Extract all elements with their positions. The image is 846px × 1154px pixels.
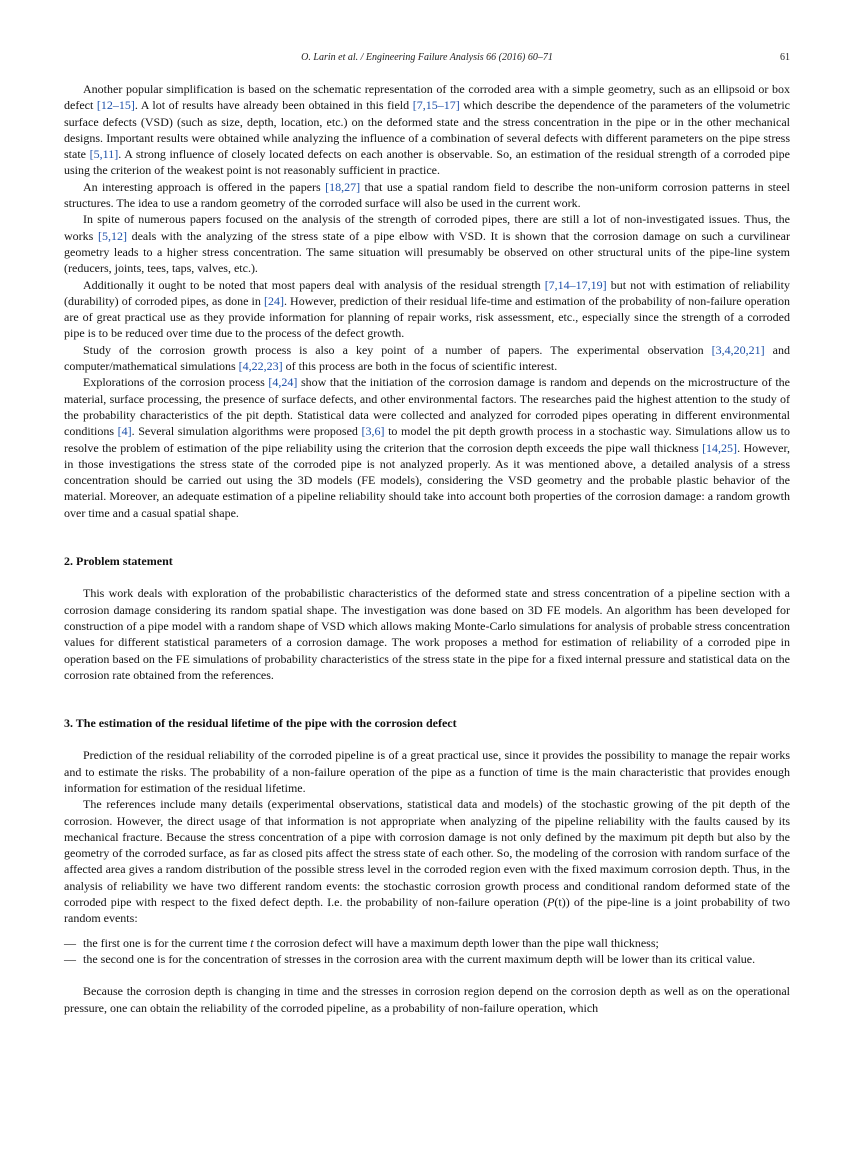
- section-heading: 2. Problem statement: [64, 554, 173, 569]
- citation-link[interactable]: [7,15–17]: [412, 98, 460, 113]
- citation-link[interactable]: [7,14–17,19]: [544, 277, 607, 292]
- paragraph: Explorations of the corrosion process [4,24] show that the initiation of the corrosion damage is random and depends on the microstructure of the material, surface processing, the presence of surface defects, and other environmental factors. The researches paid the highest attention to the study of the probability characteristics of the pit depth. Statistical data were collected and analyzed for corroded pipes operating in different environmental conditions [4]. Several simulation algorithms were proposed [3,6] to model the pit depth growth process in a stochastic way. Simulations allow us to resolve the problem of estimation of the pipe reliability using the criterion that the corrosion depth exceeds the pipe wall thickness [14,25]. However, in those investigations the stress state of the corroded pipe is not analyzed properly. As it was mentioned above, a detailed analysis of a stress concentration should be carried out using the 3D models (FE models), considering the VSD geometry and the probable plastic behavior of the material. Moreover, an adequate estimation of a pipeline reliability should take into account both properties of the corrosion damage: a random growth over time and a casual spatial shape.: [64, 375, 791, 520]
- paragraph: In spite of numerous papers focused on the analysis of the strength of corroded pipes, there are still a lot of non-investigated issues. Thus, the works [5,12] deals with the analyzing of the stress state of a pipe elbow with VSD. It is shown that the corrosion damage on such a curvilinear geometry leads to a higher stress concentration. The same situation will presumably be observed on other structural units of the pipe-line system (reducers, joints, tees, taps, valves, etc.).: [64, 212, 790, 276]
- citation-link[interactable]: [12–15]: [96, 98, 135, 113]
- list-item: — the first one is for the current time t the corrosion defect will have a maximum depth lower than the pipe wall thickness;: [64, 935, 790, 951]
- article-body: [64, 81, 790, 1016]
- paragraph: This work deals with exploration of the probabilistic characteristics of the deformed state and stress concentration of a pipeline section with a corrosion damage considering its random spatial shape. The investigation was done based on 3D FE models. An algorithm has been developed for construction of a pipe model with a random shape of VSD which allows making Monte-Carlo simulations for analysis of probable stress concentration values for different statistical parameters of a corrosion damage. The work proposes a method for estimation of reliability of a corroded pipe in operation based on the FE simulations of probability characteristics of the stress state in the pipe for a fixed internal pressure and statistical data on the corrosion rate obtained from the references.: [64, 586, 790, 682]
- paragraph: The references include many details (experimental observations, statistical data and models) of the stochastic growing of the pit depth of the corrosion. However, the direct usage of that information is not appropriate when analyzing of the pipeline reliability with the faults caused by its mechanical fracture. Because the stress concentration of a pipe with corrosion damage is not only defined by the maximum pit depth but also by the geometry of the corroded surface, as far as closed pits affect the stress state of each other. So, the modeling of the corrosion with random surface of the affected area gives a random distribution of the possible stress level in the corroded region even with the fixed maximum corrosion depth. Thus, in the analysis of reliability we have two different random events: the stochastic corrosion growth process and conditional random deformed state of the corroded pipe with respect to the fixed defect depth. I.e. the probability of non-failure operation (P(t)) of the pipe-line is a joint probability of two random events:: [64, 797, 790, 926]
- paragraph: Prediction of the residual reliability of the corroded pipeline is of a great practical use, since it provides the possibility to manage the repair works and to estimate the risks. The probability of a non-failure operation of the pipe as a function of time is the main characteristic that provides enough information for estimation of the residual lifetime.: [64, 748, 790, 795]
- paragraph: Because the corrosion depth is changing in time and the stresses in corrosion region depend on the corrosion depth as well as on the operational pressure, one can obtain the reliability of the corroded pipeline, as a probability of non-failure operation, which: [64, 984, 790, 1015]
- citation-link[interactable]: [14,25]: [702, 440, 738, 455]
- citation-link[interactable]: [5,11]: [89, 147, 119, 162]
- paragraph: Additionally it ought to be noted that most papers deal with analysis of the residual strength [7,14–17,19] but not with estimation of reliability (durability) of corroded pipes, as done in [24]. However, prediction of their residual life-time and estimation of the probability of non-failure operation are of great practical use as they provide information for planning of repair works, risk assessment, etc., especially since the strength of a corroded pipe is to be reduced over time due to the process of the defect growth.: [64, 277, 790, 341]
- list-item: — the second one is for the concentration of stresses in the corrosion area with the current maximum depth will be lower than its critical value.: [64, 951, 790, 967]
- bullet-list: [64, 935, 790, 968]
- running-head: O. Larin et al. / Engineering Failure Analysis 66 (2016) 60–71: [301, 52, 553, 63]
- citation-link[interactable]: [24]: [263, 293, 284, 308]
- section-heading: 3. The estimation of the residual lifetime of the pipe with the corrosion defect: [64, 716, 457, 731]
- citation-link[interactable]: [4,24]: [268, 375, 298, 390]
- citation-link[interactable]: [4]: [117, 424, 132, 439]
- citation-link[interactable]: [18,27]: [325, 179, 361, 194]
- citation-link[interactable]: [3,4,20,21]: [711, 342, 765, 357]
- citation-link[interactable]: [3,6]: [361, 424, 385, 439]
- citation-link[interactable]: [4,22,23]: [238, 359, 283, 374]
- paragraph: An interesting approach is offered in the papers [18,27] that use a spatial random field to describe the non-uniform corrosion patterns in steel structures. The idea to use a random geometry of the corroded surface will also be used in the current work.: [64, 179, 790, 211]
- paragraph: Study of the corrosion growth process is also a key point of a number of papers. The experimental observation [3,4,20,21] and computer/mathematical simulations [4,22,23] of this process are both in the focus of scientific interest.: [64, 342, 791, 374]
- citation-link[interactable]: [5,12]: [97, 228, 127, 243]
- page-number: 61: [780, 52, 790, 63]
- paragraph: Another popular simplification is based on the schematic representation of the corroded area with a simple geometry, such as an ellipsoid or box defect [12–15]. A lot of results have already been obtained in this field [7,15–17] which describe the dependence of the parameters of the volumetric surface defects (VSD) (such as size, depth, location, etc.) on the deformed state and the stress concentration in the pipe or in the other mechanical designs. Important results were obtained while analyzing the influence of a combination of several defects with different parameters on the pipe stress state [5,11]. A strong influence of closely located defects on each another is observable. So, an estimation of the residual strength of a corroded pipe using the criterion of the weakest point is not reasonably sufficient in practice.: [64, 82, 791, 178]
